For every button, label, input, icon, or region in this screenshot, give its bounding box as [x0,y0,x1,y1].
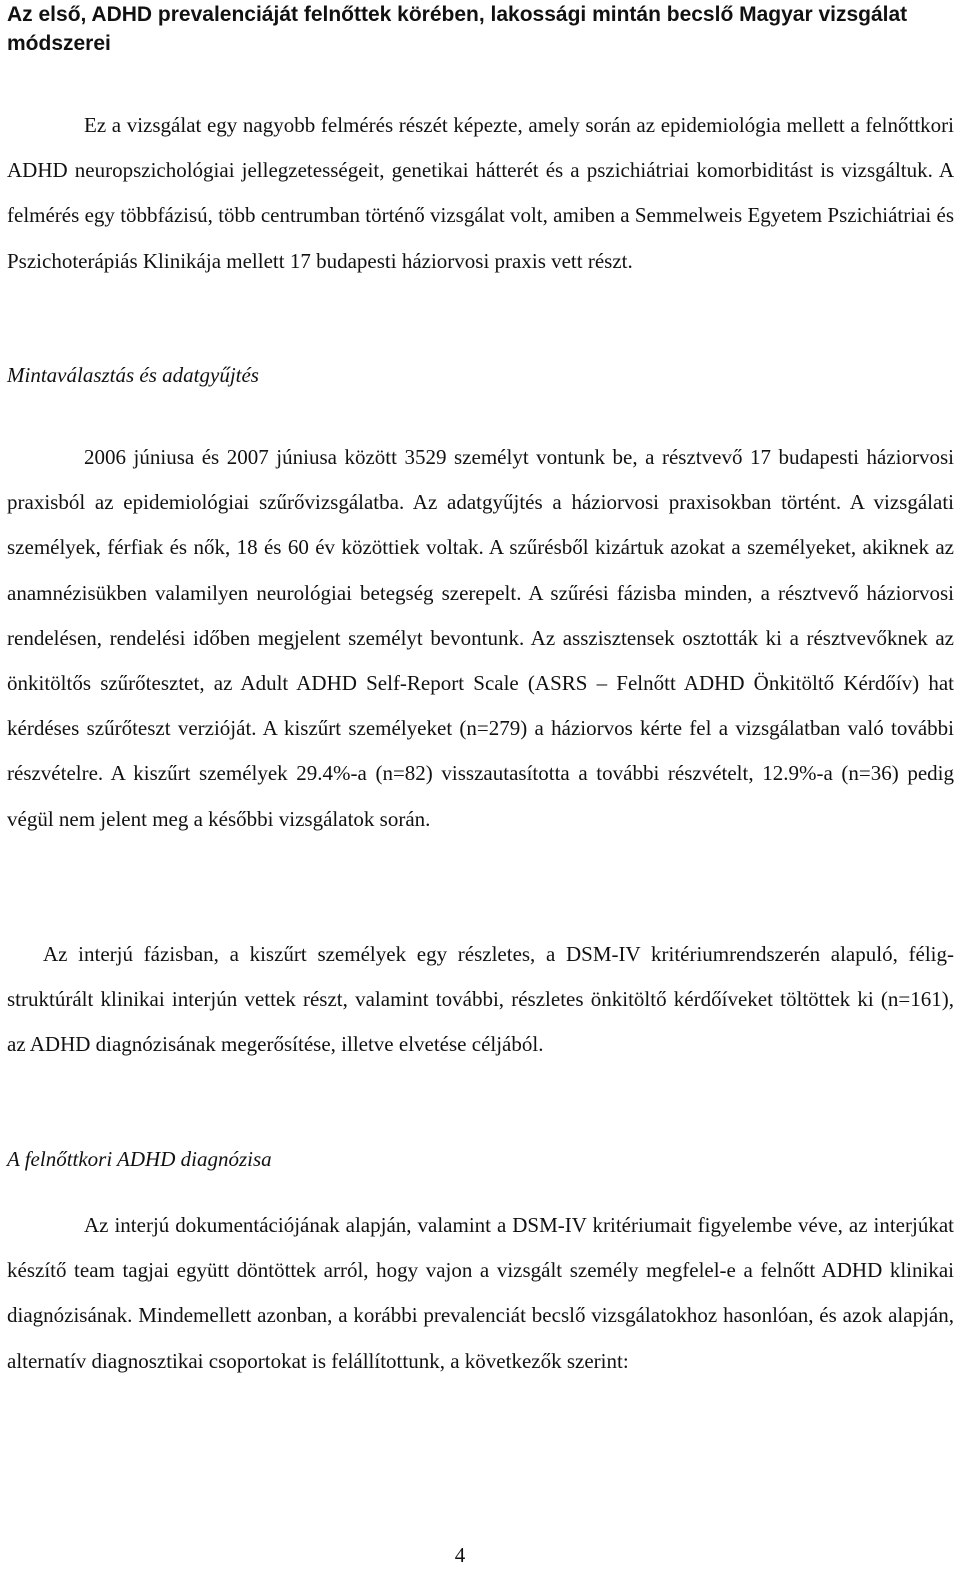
page-number: 4 [454,1543,466,1567]
paragraph-sampling: 2006 júniusa és 2007 júniusa között 3529 személyt vontunk be, a résztvevő 17 budapesti háziorvosi praxisból az epidemiológiai szűrővizsgálatba. Az adatgyűjtés a háziorvosi praxisokban történt. A vizsgálati személyek, férfiak és nők, 18 és 60 év közöttiek voltak. A szűrésből kizártuk azokat a személyeket, akiknek az anamnézisükben valamilyen neurológiai betegség szerepelt. A szűrési fázisba minden, a résztvevő háziorvosi rendelésen, rendelési időben megjelent személyt bevontunk. Az asszisztensek osztották ki a résztvevőknek az önkitöltős szűrőtesztet, az Adult ADHD Self-Report Scale (ASRS – Felnőtt ADHD Önkitöltő Kérdőív) hat kérdéses szűrőteszt verzióját. A kiszűrt személyeket (n=279) a háziorvos kérte fel a vizsgálatban való további részvételre. A kiszűrt személyek 29.4%-a (n=82) visszautasította a további részvételt, 12.9%-a (n=36) pedig végül nem jelent meg a későbbi vizsgálatok során. [7,445,954,831]
paragraph-diagnosis: Az interjú dokumentációjának alapján, valamint a DSM-IV kritériumait figyelembe véve, az interjúkat készítő team tagjai együtt döntöttek arról, hogy vajon a vizsgált személy megfelel-e a felnőtt ADHD klinikai diagnózisának. Mindemellett azonban, a korábbi prevalenciát becslő vizsgálatokhoz hasonlóan, és azok alapján, alternatív diagnosztikai csoportokat is felállítottunk, a következők szerint: [7,1213,954,1373]
paragraph-interview: Az interjú fázisban, a kiszűrt személyek egy részletes, a DSM-IV kritériumrendszerén alapuló, félig-struktúrált klinikai interjún vettek részt, valamint további, részletes önkitöltő kérdőíveket töltöttek ki (n=161), az ADHD diagnózisának megerősítése, illetve elvetése céljából. [7,942,954,1057]
document-title: Az első, ADHD prevalenciáját felnőttek körében, lakossági mintán becslő Magyar vizsgálat módszerei [7,3,908,55]
section-heading-diagnosis: A felnőttkori ADHD diagnózisa [7,1147,272,1171]
paragraph-intro: Ez a vizsgálat egy nagyobb felmérés részét képezte, amely során az epidemiológia mellett a felnőttkori ADHD neuropszichológiai jellegzetességeit, genetikai hátterét és a pszichiátriai komorbiditást is vizsgáltuk. A felmérés egy többfázisú, több centrumban történő vizsgálat volt, amiben a Semmelweis Egyetem Pszichiátriai és Pszichoterápiás Klinikája mellett 17 budapesti háziorvosi praxis vett részt. [7,113,954,273]
section-heading-sampling: Mintaválasztás és adatgyűjtés [7,363,259,387]
